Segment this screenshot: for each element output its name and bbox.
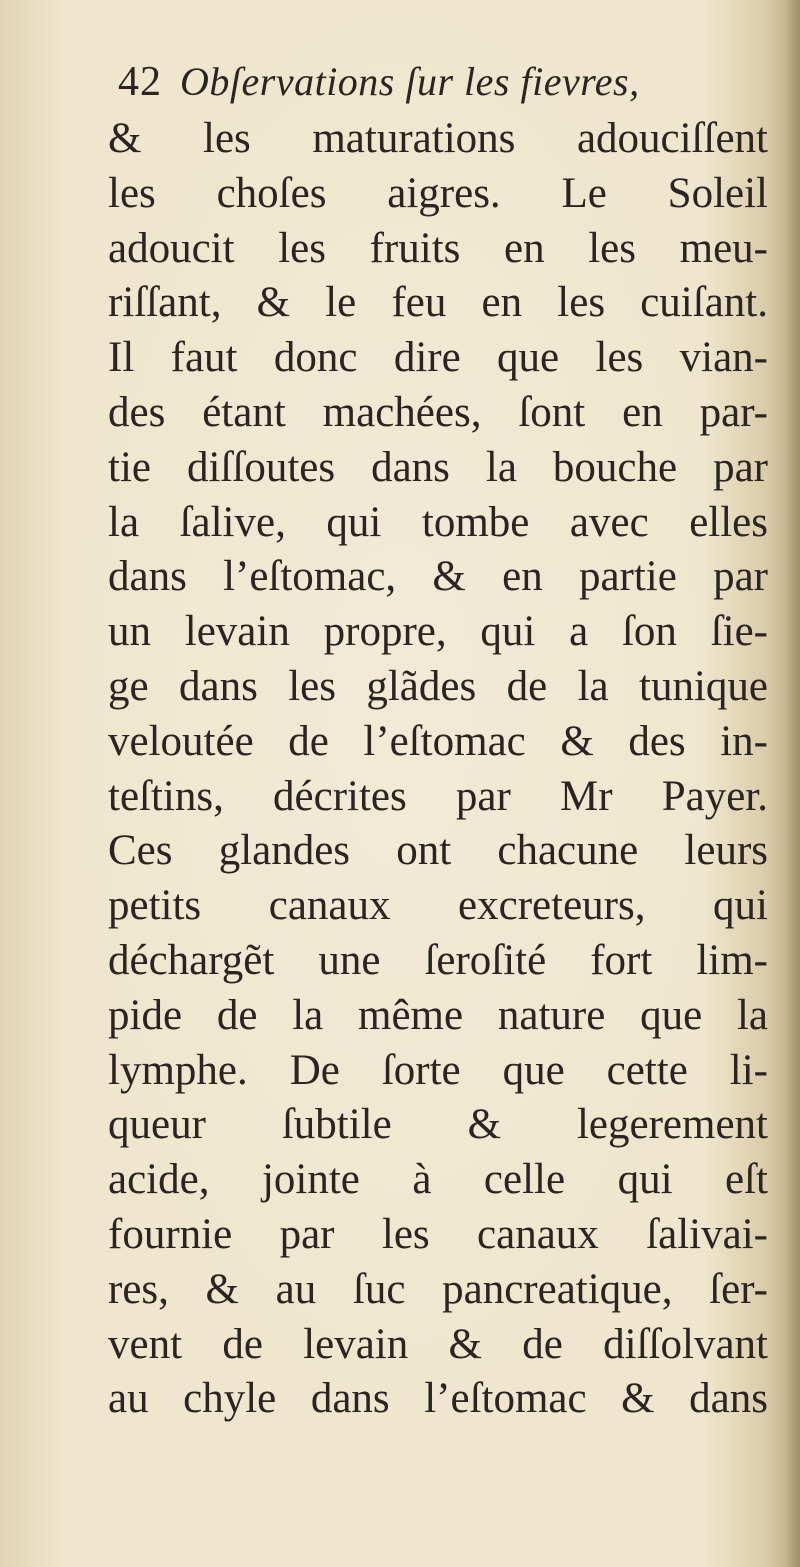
page-number: 42 — [118, 59, 162, 105]
text-line: déchargẽt une ſeroſité fort lim- — [108, 936, 768, 984]
text-line: la ſalive, qui tombe avec elles — [108, 498, 768, 546]
text-line: un levain propre, qui a ſon ſie- — [108, 608, 768, 656]
text-line: fournie par les canaux ſalivai- — [108, 1210, 768, 1258]
text-line: riſſant, & le feu en les cuiſant. — [108, 279, 768, 327]
text-line: teſtins, décrites par Mr Payer. — [108, 772, 768, 820]
text-line: au chyle dans l’eſtomac & dans — [108, 1375, 768, 1423]
text-line: vent de levain & de diſſolvant — [108, 1320, 768, 1368]
text-line: ge dans les glãdes de la tunique — [108, 662, 768, 710]
text-line: des étant machées, ſont en par- — [108, 388, 768, 436]
text-line: lymphe. De ſorte que cette li- — [108, 1046, 768, 1094]
text-line: pide de la même nature que la — [108, 991, 768, 1039]
text-line: tie diſſoutes dans la bouche par — [108, 443, 768, 491]
text-line: res, & au ſuc pancreatique, ſer- — [108, 1265, 768, 1313]
text-line: veloutée de l’eſtomac & des in- — [108, 717, 768, 765]
text-line: & les maturations adouciſſent — [108, 115, 768, 162]
body-text — [108, 112, 768, 1427]
running-head-title: Obſervations ſur les fievres, — [180, 59, 640, 104]
text-line: Ces glandes ont chacune leurs — [108, 827, 768, 875]
text-line: queur ſubtile & legerement — [108, 1101, 768, 1149]
running-head — [118, 58, 748, 118]
text-line: adoucit les fruits en les meu- — [108, 224, 768, 272]
text-line: petits canaux excreteurs, qui — [108, 882, 768, 930]
text-line: Il faut donc dire que les vian- — [108, 334, 768, 382]
text-line: dans l’eſtomac, & en partie par — [108, 553, 768, 601]
text-line: acide, jointe à celle qui eſt — [108, 1156, 768, 1204]
text-line: les choſes aigres. Le Soleil — [108, 169, 768, 217]
